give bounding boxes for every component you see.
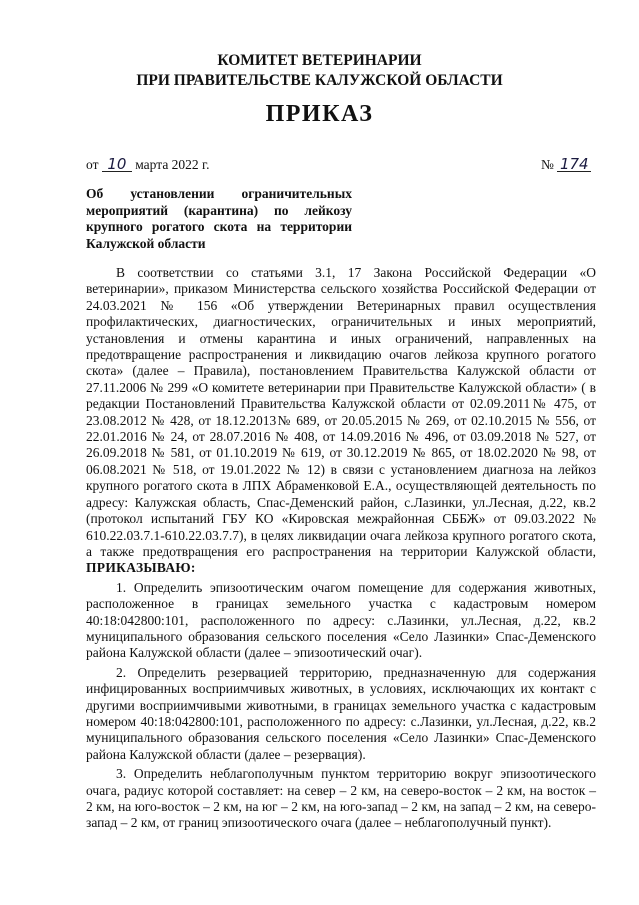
clause-1: 1. Определить эпизоотическим очагом помещение для содержания животных, расположенное в границах земельного участка с кадастровым номером 40:18:042800:101, расположенного по адресу: с.Лазинки, ул.Лесная, д.22, кв.2 муниципального образования сельского поселения «Село Лазинки» Спас-Деменского района Калужской области (далее – эпизоотический очаг). bbox=[86, 579, 596, 661]
date-month-year: марта 2022 г. bbox=[135, 157, 210, 172]
order-number bbox=[541, 157, 591, 173]
number-prefix: № bbox=[541, 157, 554, 172]
subject-line: Калужской области bbox=[86, 235, 206, 251]
order-subject bbox=[86, 186, 352, 252]
clause-2: 2. Определить резервацией территорию, предназначенную для содержания инфицированных восприимчивых животных, в условиях, исключающих их контакт с другими восприимчивыми животными, в границах земельного участка с кадастровым номером 40:18:042800:101, расположенного по адресу: с.Лазинки, ул.Лесная, д.22, кв.2 муниципального образования сельского поселения «Село Лазинки» Спас-Деменского района Калужской области (далее – резервация). bbox=[86, 664, 596, 762]
date-prefix: от bbox=[86, 157, 99, 172]
order-body bbox=[86, 265, 596, 832]
org-name-line1: КОМИТЕТ ВЕТЕРИНАРИИ bbox=[217, 52, 422, 69]
preamble-paragraph bbox=[86, 265, 596, 577]
subject-line: крупного рогатого скота на территории bbox=[86, 219, 352, 234]
subject-line: мероприятий (карантина) по лейкозу bbox=[86, 202, 352, 218]
number-handwritten: 174 bbox=[557, 157, 591, 172]
order-date bbox=[86, 157, 209, 173]
clause-3: 3. Определить неблагополучным пунктом территорию вокруг эпизоотического очага, радиус которой составляет: на север – 2 км, на северо-восток – 2 км, на восток – 2 км, на юго-восток – 2 км, на юг – 2 км, на юго-запад – 2 км, на запад – 2 км, на северо-запад – 2 км, от границ эпизоотического очага (далее – неблагополучный пункт). bbox=[86, 766, 596, 831]
document-type-title: ПРИКАЗ bbox=[265, 101, 374, 127]
preamble-text: В соответствии со статьями 3.1, 17 Закона Российской Федерации «О ветеринарии», приказом Министерства сельского хозяйства Российской Федерации от 24.03.2021 № 156 «Об утверждении Ветеринарных правил осуществления профилактических, диагностических, ограничительных и иных мероприятий, установления и отмены карантина и иных ограничений, направленных на предотвращение распространения и ликвидацию очагов лейкоза крупного рогатого скота» (далее – Правила), постановлением Правительства Калужской области от 27.11.2006 № 299 «О комитете ветеринарии при Правительстве Калужской области» ( в редакции Постановлений Правительства Калужской области от 02.09.2011№ 475, от 23.08.2012 № 428, от 18.12.2013№ 689, от 20.05.2015 № 269, от 02.10.2015 № 556, от 22.01.2016 № 24, от 28.07.2016 № 408, от 14.09.2016 № 496, от 03.09.2018 № 527, от 26.09.2018 № 581, от 01.10.2019 № 619, от 30.12.2019 № 865, от 18.02.2020 № 98, от 06.08.2021 № 518, от 19.01.2022 № 12) в связи с установлением диагноза на лейкоз крупного рогатого скота в ЛПХ Абраменковой Е.А., осуществляющей деятельность по адресу: Калужская область, Спас-Деменский район, с.Лазинки, ул.Лесная, д.22, кв.2 (протокол испытаний ГБУ КО «Кировская межрайонная СББЖ» от 09.03.2022 № 610.22.03.7.1-610.22.03.7.7), в целях ликвидации очага лейкоза крупного рогатого скота, а также предотвращения его распространения на территории Калужской области, bbox=[86, 265, 596, 559]
order-keyword: ПРИКАЗЫВАЮ: bbox=[86, 560, 196, 576]
subject-line: Об установлении ограничительных bbox=[86, 186, 352, 201]
date-day-handwritten: 10 bbox=[102, 157, 132, 172]
org-name-line2: ПРИ ПРАВИТЕЛЬСТВЕ КАЛУЖСКОЙ ОБЛАСТИ bbox=[136, 72, 503, 89]
